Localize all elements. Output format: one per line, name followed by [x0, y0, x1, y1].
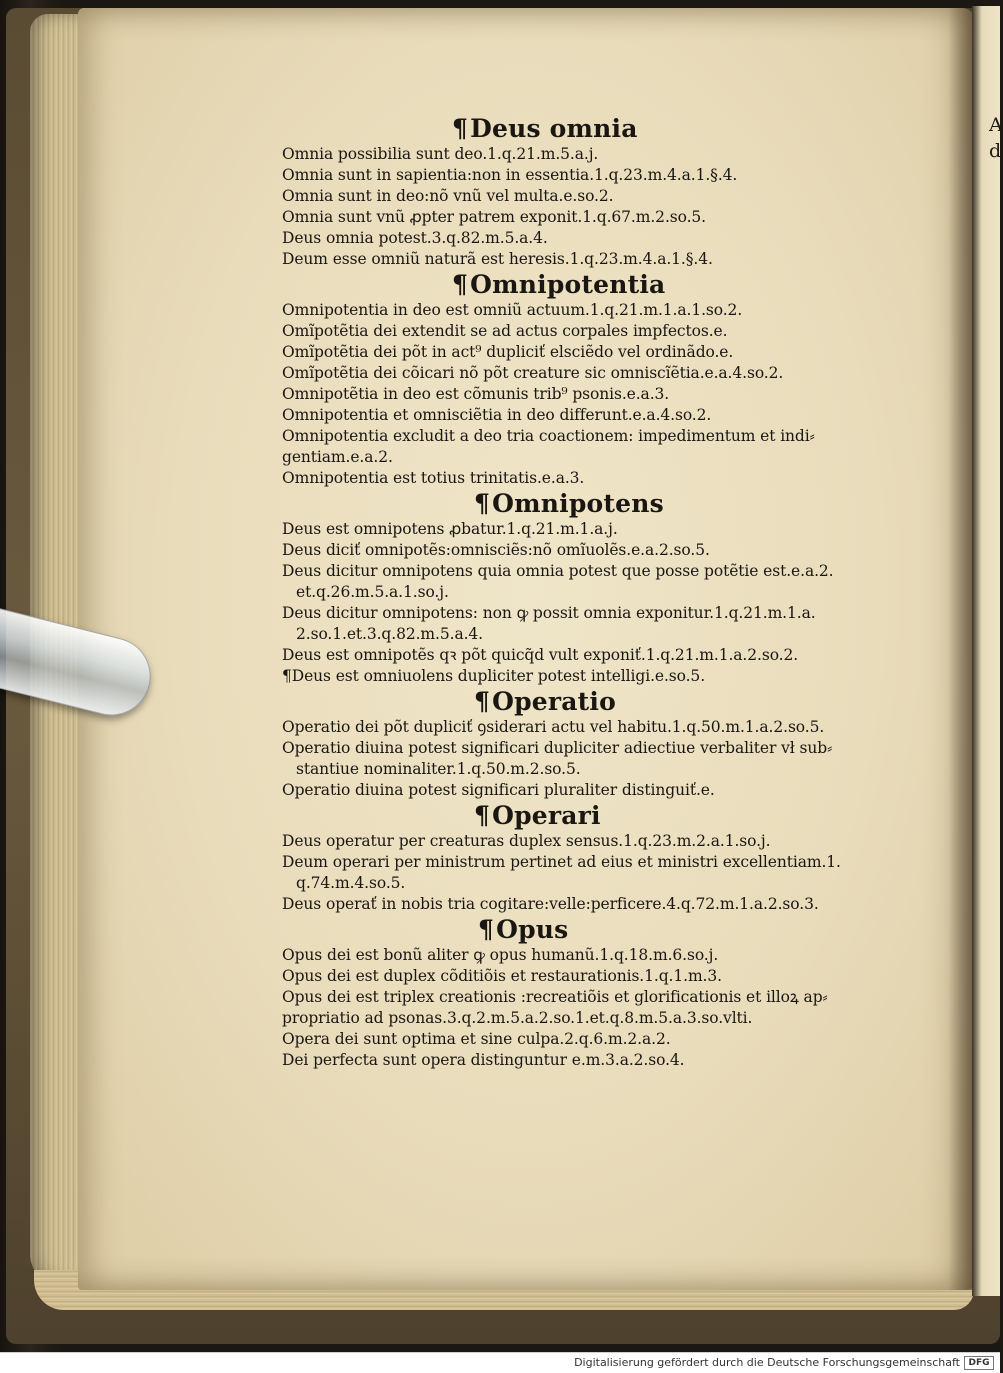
pilcrow-mark: ¶ — [452, 270, 469, 299]
index-entry: Omnia sunt vnũ ꝓpter patrem exponit.1.q.67.m.2.so.5. — [282, 208, 706, 226]
pilcrow-mark: ¶ — [478, 915, 495, 944]
index-entry: Deus dicitur omnipotens: non ꝙ possit omnia exponitur.1.q.21.m.1.a. — [282, 604, 816, 622]
digitization-footer — [0, 1352, 1000, 1373]
funding-credit: Digitalisierung gefördert durch die Deutsche Forschungsgemeinschaft — [574, 1356, 960, 1369]
index-entry: Dei perfecta sunt opera distinguntur e.m.3.a.2.so.4. — [282, 1051, 685, 1069]
index-entry-continuation: gentiam.e.a.2. — [282, 448, 393, 466]
index-entry: ¶Deus est omniuolens dupliciter potest intelligi.e.so.5. — [282, 667, 706, 685]
index-entry: Deus est omnipotẽs qꝛ põt quicq̃d vult exponiť.1.q.21.m.1.a.2.so.2. — [282, 646, 799, 664]
dfg-logo: DFG — [964, 1356, 994, 1370]
index-entry-continuation: stantiue nominaliter.1.q.50.m.2.so.5. — [296, 760, 581, 778]
index-entry: Opus dei est duplex cõditiõis et restaurationis.1.q.1.m.3. — [282, 967, 722, 985]
index-entry-continuation: propriatio ad psonas.3.q.2.m.5.a.2.so.1.et.q.8.m.5.a.3.so.vlti. — [282, 1009, 753, 1027]
index-entry: Deum esse omniũ naturã est heresis.1.q.23.m.4.a.1.§.4. — [282, 250, 713, 268]
index-entry: Opera dei sunt optima et sine culpa.2.q.6.m.2.a.2. — [282, 1030, 671, 1048]
index-entry: Operatio diuina potest significari dupliciter adiectiue verbaliter vł sub⸗ — [282, 739, 833, 757]
index-entry: Omnia possibilia sunt deo.1.q.21.m.5.a.j. — [282, 145, 599, 163]
index-entry: Omnipotentia est totius trinitatis.e.a.3. — [282, 469, 585, 487]
pilcrow-mark: ¶ — [474, 687, 491, 716]
section-heading: ¶Omnipotentia — [452, 270, 666, 299]
index-entry: Deus operať in nobis tria cogitare:velle:perficere.4.q.72.m.1.a.2.so.3. — [282, 895, 819, 913]
pilcrow-mark: ¶ — [474, 489, 491, 518]
section-heading: ¶Deus omnia — [452, 114, 638, 143]
index-entry: Omnipotẽtia in deo est cõmunis trib⁹ psonis.e.a.3. — [282, 385, 670, 403]
section-deus-omnia — [282, 114, 902, 270]
index-entry: Operatio diuina potest significari pluraliter distinguiť.e. — [282, 781, 715, 799]
index-entry: Omnia sunt in sapientia:non in essentia.1.q.23.m.4.a.1.§.4. — [282, 166, 738, 184]
index-entry: Deum operari per ministrum pertinet ad eius et ministri excellentiam.1. — [282, 853, 841, 871]
section-omnipotentia — [282, 270, 902, 489]
index-entry: Opus dei est bonũ aliter ꝙ opus humanũ.1.q.18.m.6.so.j. — [282, 946, 719, 964]
section-heading: ¶Omnipotens — [474, 489, 664, 518]
index-entry: Deus est omnipotens ꝓbatur.1.q.21.m.1.a.j. — [282, 520, 618, 538]
index-entry: Omnipotentia in deo est omniũ actuum.1.q.21.m.1.a.1.so.2. — [282, 301, 743, 319]
index-entry: Opus dei est triplex creationis :recreatiõis et glorificationis et illoꝝ ap⸗ — [282, 988, 828, 1006]
index-entry: Operatio dei põt dupliciť ꝯsiderari actu vel habitu.1.q.50.m.1.a.2.so.5. — [282, 718, 825, 736]
index-entry: Omnipotentia et omnisciẽtia in deo differunt.e.a.4.so.2. — [282, 406, 712, 424]
section-heading: ¶Operatio — [474, 687, 616, 716]
index-entry-continuation: q.74.m.4.so.5. — [296, 874, 406, 892]
pilcrow-mark: ¶ — [474, 801, 491, 830]
index-entry: Deus operatur per creaturas duplex sensus.1.q.23.m.2.a.1.so.j. — [282, 832, 771, 850]
pilcrow-mark: ¶ — [452, 114, 469, 143]
index-entry: Omnipotentia excludit a deo tria coactionem: impedimentum et indi⸗ — [282, 427, 815, 445]
facing-page-text: A d — [989, 114, 1003, 162]
index-entry-continuation: 2.so.1.et.3.q.82.m.5.a.4. — [296, 625, 484, 643]
index-entry: Omĩpotẽtia dei cõicari nõ põt creature sic omniscĩẽtia.e.a.4.so.2. — [282, 364, 784, 382]
section-omnipotens — [282, 489, 902, 687]
index-entry: Deus dicitur omnipotens quia omnia potest que posse potẽtie est.e.a.2. — [282, 562, 834, 580]
section-heading: ¶Opus — [478, 915, 569, 944]
gutter-shadow — [948, 8, 972, 1290]
index-entry-continuation: et.q.26.m.5.a.1.so.j. — [296, 583, 449, 601]
index-entry: Deus diciť omnipotẽs:omnisciẽs:nõ omĩuolẽs.e.a.2.so.5. — [282, 541, 710, 559]
index-entry: Omĩpotẽtia dei põt in act⁹ dupliciť elsciẽdo vel ordinãdo.e. — [282, 343, 734, 361]
index-entry: Deus omnia potest.3.q.82.m.5.a.4. — [282, 229, 548, 247]
index-entry: Omĩpotẽtia dei extendit se ad actus corpales impfectos.e. — [282, 322, 728, 340]
section-heading: ¶Operari — [474, 801, 601, 830]
index-entry: Omnia sunt in deo:nõ vnũ vel multa.e.so.2. — [282, 187, 614, 205]
section-operari — [282, 801, 902, 915]
section-operatio — [282, 687, 902, 801]
page-text-block — [282, 114, 902, 1071]
section-opus — [282, 915, 902, 1071]
